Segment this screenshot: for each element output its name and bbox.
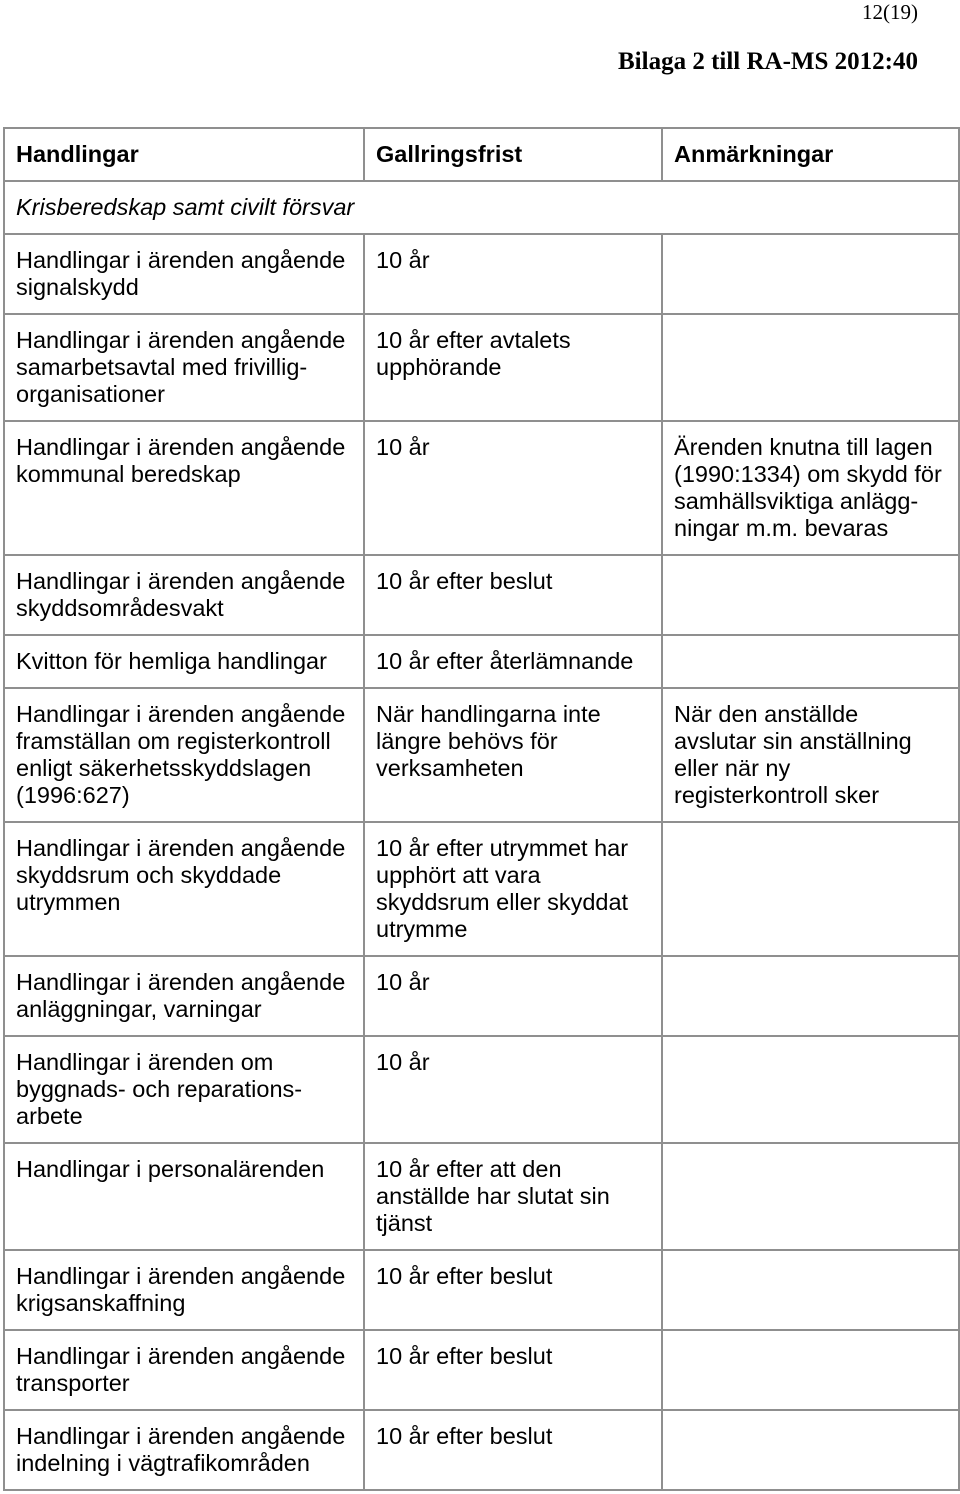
document-cell: Kvitton för hemliga handlingar <box>4 635 364 688</box>
document-cell: Handlingar i ärenden angående skyddsrum och skyddade utrymmen <box>4 822 364 956</box>
document-cell: Handlingar i ärenden angående indelning i vägtrafikområden <box>4 1410 364 1490</box>
table-row <box>4 1143 959 1250</box>
section-heading: Krisberedskap samt civilt försvar <box>4 181 959 234</box>
document-cell: Handlingar i ärenden angående samarbetsavtal med frivillig- organisationer <box>4 314 364 421</box>
table-row <box>4 1036 959 1143</box>
retention-cell: 10 år efter beslut <box>364 1330 662 1410</box>
document-cell: Handlingar i ärenden angående transporter <box>4 1330 364 1410</box>
remarks-cell <box>662 1410 959 1490</box>
retention-cell: 10 år efter återlämnande <box>364 635 662 688</box>
retention-cell: 10 år <box>364 956 662 1036</box>
retention-table <box>3 127 960 1491</box>
table-row <box>4 421 959 555</box>
table-row <box>4 1250 959 1330</box>
document-cell: Handlingar i ärenden angående krigsanskaffning <box>4 1250 364 1330</box>
retention-cell: 10 år <box>364 421 662 555</box>
remarks-cell <box>662 555 959 635</box>
table-row <box>4 1410 959 1490</box>
retention-cell: 10 år efter beslut <box>364 1250 662 1330</box>
retention-cell: 10 år <box>364 1036 662 1143</box>
retention-cell: 10 år efter avtalets upphörande <box>364 314 662 421</box>
table-header-row <box>4 128 959 181</box>
remarks-cell <box>662 956 959 1036</box>
section-row <box>4 181 959 234</box>
remarks-cell <box>662 234 959 314</box>
column-header-retention: Gallringsfrist <box>364 128 662 181</box>
table-row <box>4 555 959 635</box>
document-cell: Handlingar i ärenden angående skyddsområdesvakt <box>4 555 364 635</box>
page-number: 12(19) <box>862 0 918 24</box>
retention-cell: 10 år <box>364 234 662 314</box>
table-row <box>4 635 959 688</box>
table-row <box>4 234 959 314</box>
column-header-remarks: Anmärkningar <box>662 128 959 181</box>
document-cell: Handlingar i personalärenden <box>4 1143 364 1250</box>
document-cell: Handlingar i ärenden angående framställan om registerkontroll enligt säkerhetsskyddslagen (1996:627) <box>4 688 364 822</box>
remarks-cell <box>662 635 959 688</box>
remarks-cell: När den anställde avslutar sin anställning eller när ny registerkontroll sker <box>662 688 959 822</box>
table-row <box>4 688 959 822</box>
remarks-cell: Ärenden knutna till lagen (1990:1334) om skydd för samhällsviktiga anlägg- ningar m.m. bevaras <box>662 421 959 555</box>
remarks-cell <box>662 314 959 421</box>
table-row <box>4 822 959 956</box>
document-cell: Handlingar i ärenden angående kommunal beredskap <box>4 421 364 555</box>
column-header-documents: Handlingar <box>4 128 364 181</box>
table-row <box>4 1330 959 1410</box>
document-cell: Handlingar i ärenden angående anläggningar, varningar <box>4 956 364 1036</box>
retention-cell: När handlingarna inte längre behövs för verksamheten <box>364 688 662 822</box>
retention-cell: 10 år efter att den anställde har slutat sin tjänst <box>364 1143 662 1250</box>
appendix-title: Bilaga 2 till RA-MS 2012:40 <box>618 48 918 75</box>
retention-cell: 10 år efter utrymmet har upphört att vara skyddsrum eller skyddat utrymme <box>364 822 662 956</box>
table-row <box>4 314 959 421</box>
document-cell: Handlingar i ärenden angående signalskydd <box>4 234 364 314</box>
remarks-cell <box>662 1143 959 1250</box>
remarks-cell <box>662 1330 959 1410</box>
remarks-cell <box>662 1036 959 1143</box>
retention-cell: 10 år efter beslut <box>364 1410 662 1490</box>
retention-cell: 10 år efter beslut <box>364 555 662 635</box>
remarks-cell <box>662 1250 959 1330</box>
remarks-cell <box>662 822 959 956</box>
table-row <box>4 956 959 1036</box>
document-cell: Handlingar i ärenden om byggnads- och reparations- arbete <box>4 1036 364 1143</box>
